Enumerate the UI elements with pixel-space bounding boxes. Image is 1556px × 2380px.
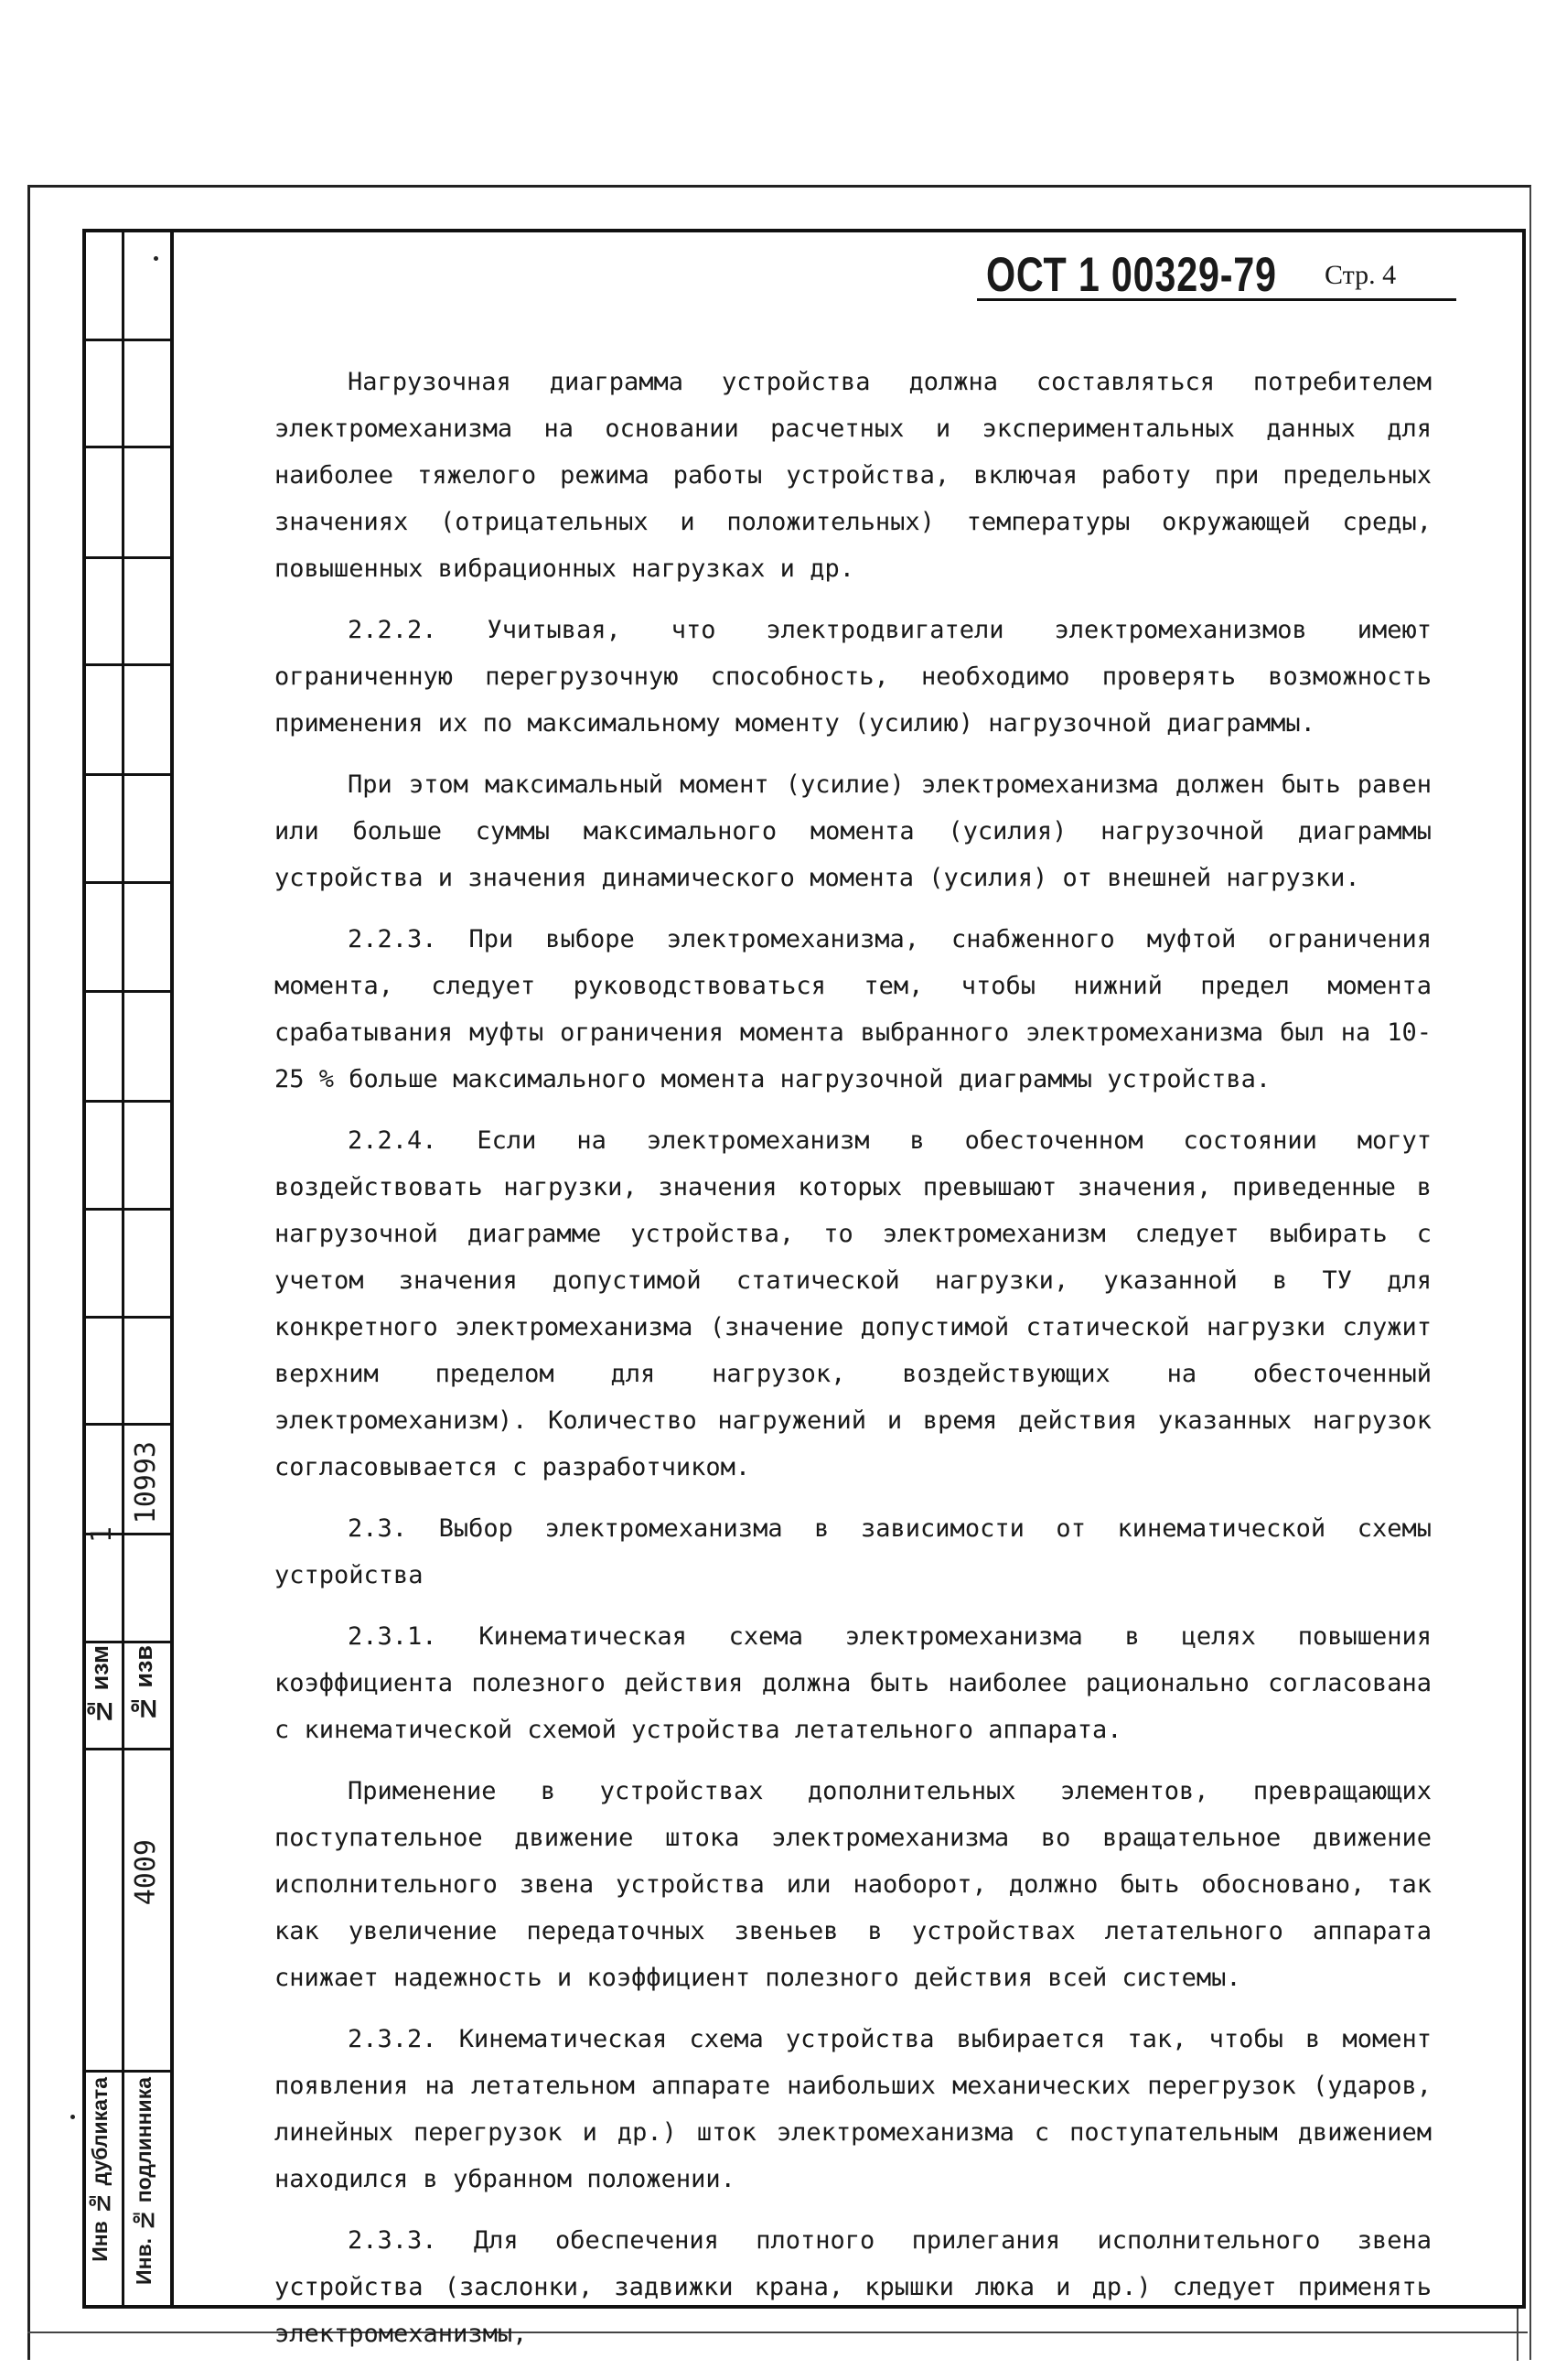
paragraph: Нагрузочная диаграмма устройства должна составляться потребителем электромеханизма на основании расчетных и экспериментальных данных для наиболее тяжелого режима работы устройства, включая работу при предельных значениях (отрицательных и положительных) температуры окружающей среды, повышенных вибрационных нагрузках и др. — [274, 368, 1432, 583]
paragraph: 2.2.3. При выборе электромеханизма, снабженного муфтой ограничения момента, следует руководствоваться тем, чтобы нижний предел момента срабатывания муфты ограничения момента выбранного электромеханизма был на 10-25 % больше максимального момента нагрузочной диаграммы устройства. — [274, 925, 1432, 1093]
side-strip-rule — [82, 1748, 170, 1750]
notice-number-value: 10993 — [130, 1441, 162, 1524]
paragraph: 2.3.2. Кинематическая схема устройства выбирается так, чтобы в момент появления на летательном аппарате наибольших механических перегрузок (ударов, линейных перегрузок и др.) шток электромеханизма с поступательным движением находился в убранном положении. — [274, 2025, 1432, 2193]
side-strip-rule — [82, 446, 170, 448]
change-number-label: № изм — [86, 1645, 113, 1725]
side-strip-rule — [82, 556, 170, 559]
side-strip-rule — [82, 773, 170, 776]
notice-number-label: № изв — [130, 1645, 157, 1723]
original-inventory-label: Инв. № подлинника — [132, 2077, 156, 2285]
header-underline — [977, 298, 1456, 301]
side-strip-rule — [82, 2070, 170, 2073]
document-header — [977, 248, 1456, 304]
side-strip-rule — [82, 1641, 170, 1643]
side-strip-rule — [82, 663, 170, 666]
side-strip-rule — [82, 1208, 170, 1211]
page-number-label: Стр. 4 — [1325, 260, 1397, 290]
paragraph: 2.3.3. Для обеспечения плотного прилегания исполнительного звена устройства (заслонки, задвижки крана, крышки люка и др.) следует применять электромеханизмы, — [274, 2226, 1432, 2348]
paragraph: Применение в устройствах дополнительных элементов, превращающих поступательное движение штока электромеханизма во вращательное движение исполнительного звена устройства или наоборот, должно быть обосновано, так как увеличение передаточных звеньев в устройствах летательного аппарата снижает надежность и коэффициент полезного действия всей системы. — [274, 1777, 1432, 1992]
section-heading: 2.3. Выбор электромеханизма в зависимости от кинематической схемы устройства — [274, 1514, 1432, 1589]
side-strip-rule — [82, 339, 170, 341]
paragraph: 2.3.1. Кинематическая схема электромеханизма в целях повышения коэффициента полезного действия должна быть наиболее рационально согласована с кинематической схемой устройства летательного аппарата. — [274, 1622, 1432, 1744]
side-stamp-strip — [82, 229, 174, 2309]
side-strip-rule — [82, 990, 170, 993]
paragraph: 2.2.2. Учитывая, что электродвигатели электромеханизмов имеют ограниченную перегрузочную способность, необходимо проверять возможность применения их по максимальному моменту (усилию) нагрузочной диаграммы. — [274, 616, 1432, 738]
scan-right-tail-line — [1517, 2306, 1518, 2361]
side-strip-rule — [82, 881, 170, 884]
side-strip-rule — [82, 1423, 170, 1426]
scan-speck — [154, 256, 158, 261]
original-inventory-value: 4009 — [130, 1839, 162, 1906]
document-code: ОСТ 1 00329-79 — [986, 248, 1277, 302]
side-strip-rule — [82, 1316, 170, 1319]
scan-speck — [70, 2115, 75, 2119]
duplicate-inventory-label: Инв № дубликата — [88, 2077, 112, 2262]
paragraph: 2.2.4. Если на электромеханизм в обесточенном состоянии могут воздействовать нагрузки, значения которых превышают значения, приведенные в нагрузочной диаграмме устройства, то электромеханизм следует выбирать с учетом значения допустимой статической нагрузки, указанной в ТУ для конкретного электромеханизма (значение допустимой статической нагрузки служит верхним пределом для нагрузок, воздействующих на обесточенный электромеханизм). Количество нагружений и время действия указанных нагрузок согласовывается с разработчиком. — [274, 1126, 1432, 1481]
side-strip-rule — [82, 1100, 170, 1103]
document-body — [274, 359, 1432, 2372]
paragraph: При этом максимальный момент (усилие) электромеханизма должен быть равен или больше суммы максимального момента (усилия) нагрузочной диаграммы устройства и значения динамического момента (усилия) от внешней нагрузки. — [274, 770, 1432, 892]
side-strip-divider — [122, 229, 124, 2309]
change-number-value: 1 — [86, 1526, 118, 1544]
